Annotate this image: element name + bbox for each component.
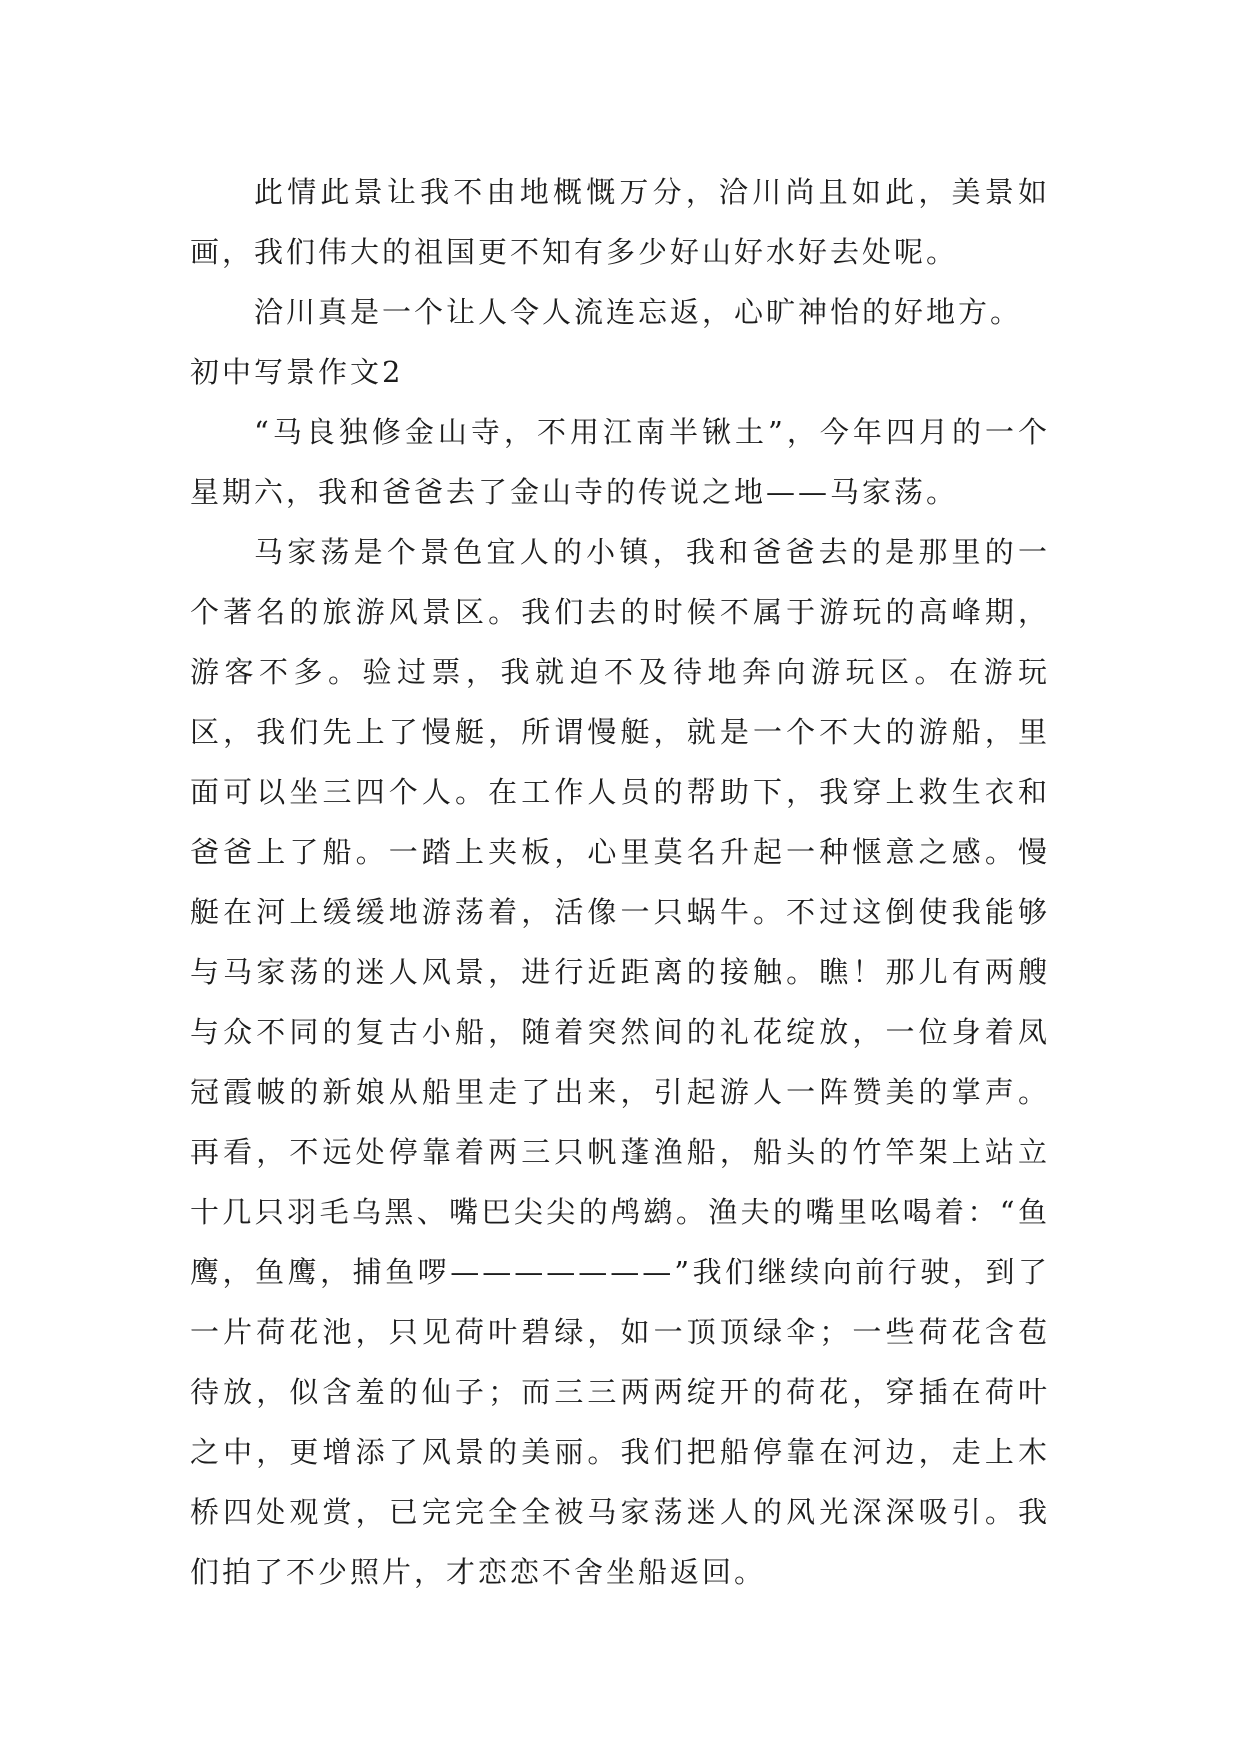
- paragraph-reflection: 此情此景让我不由地概慨万分，洽川尚且如此，美景如画，我们伟大的祖国更不知有多少好山好水好去处呢。: [190, 175, 1050, 269]
- paragraph-intro: “马良独修金山寺，不用江南半锹土”，今年四月的一个星期六，我和爸爸去了金山寺的传说之地——马家荡。: [190, 415, 1050, 509]
- paragraph-conclusion: 洽川真是一个让人令人流连忘返，心旷神怡的好地方。: [254, 295, 1023, 329]
- essay-title: 初中写景作文2: [190, 355, 404, 389]
- paragraph-body: 马家荡是个景色宜人的小镇，我和爸爸去的是那里的一个著名的旅游风景区。我们去的时候不属于游玩的高峰期，游客不多。验过票，我就迫不及待地奔向游玩区。在游玩区，我们先上了慢艇，所谓慢艇，就是一个不大的游船，里面可以坐三四个人。在工作人员的帮助下，我穿上救生衣和爸爸上了船。一踏上夹板，心里莫名升起一种惬意之感。慢艇在河上缓缓地游荡着，活像一只蜗牛。不过这倒使我能够与马家荡的迷人风景，进行近距离的接触。瞧！那儿有两艘与众不同的复古小船，随着突然间的礼花绽放，一位身着凤冠霞帔的新娘从船里走了出来，引起游人一阵赞美的掌声。再看，不远处停靠着两三只帆蓬渔船，船头的竹竿架上站立十几只羽毛乌黑、嘴巴尖尖的鸬鹚。渔夫的嘴里吆喝着：“鱼鹰，鱼鹰，捕鱼啰———————”我们继续向前行驶，到了一片荷花池，只见荷叶碧绿，如一顶顶绿伞；一些荷花含苞待放，似含羞的仙子；而三三两两绽开的荷花，穿插在荷叶之中，更增添了风景的美丽。我们把船停靠在河边，走上木桥四处观赏，已完完全全被马家荡迷人的风光深深吸引。我们拍了不少照片，才恋恋不舍坐船返回。: [190, 535, 1050, 1589]
- document-body: [190, 162, 1050, 1602]
